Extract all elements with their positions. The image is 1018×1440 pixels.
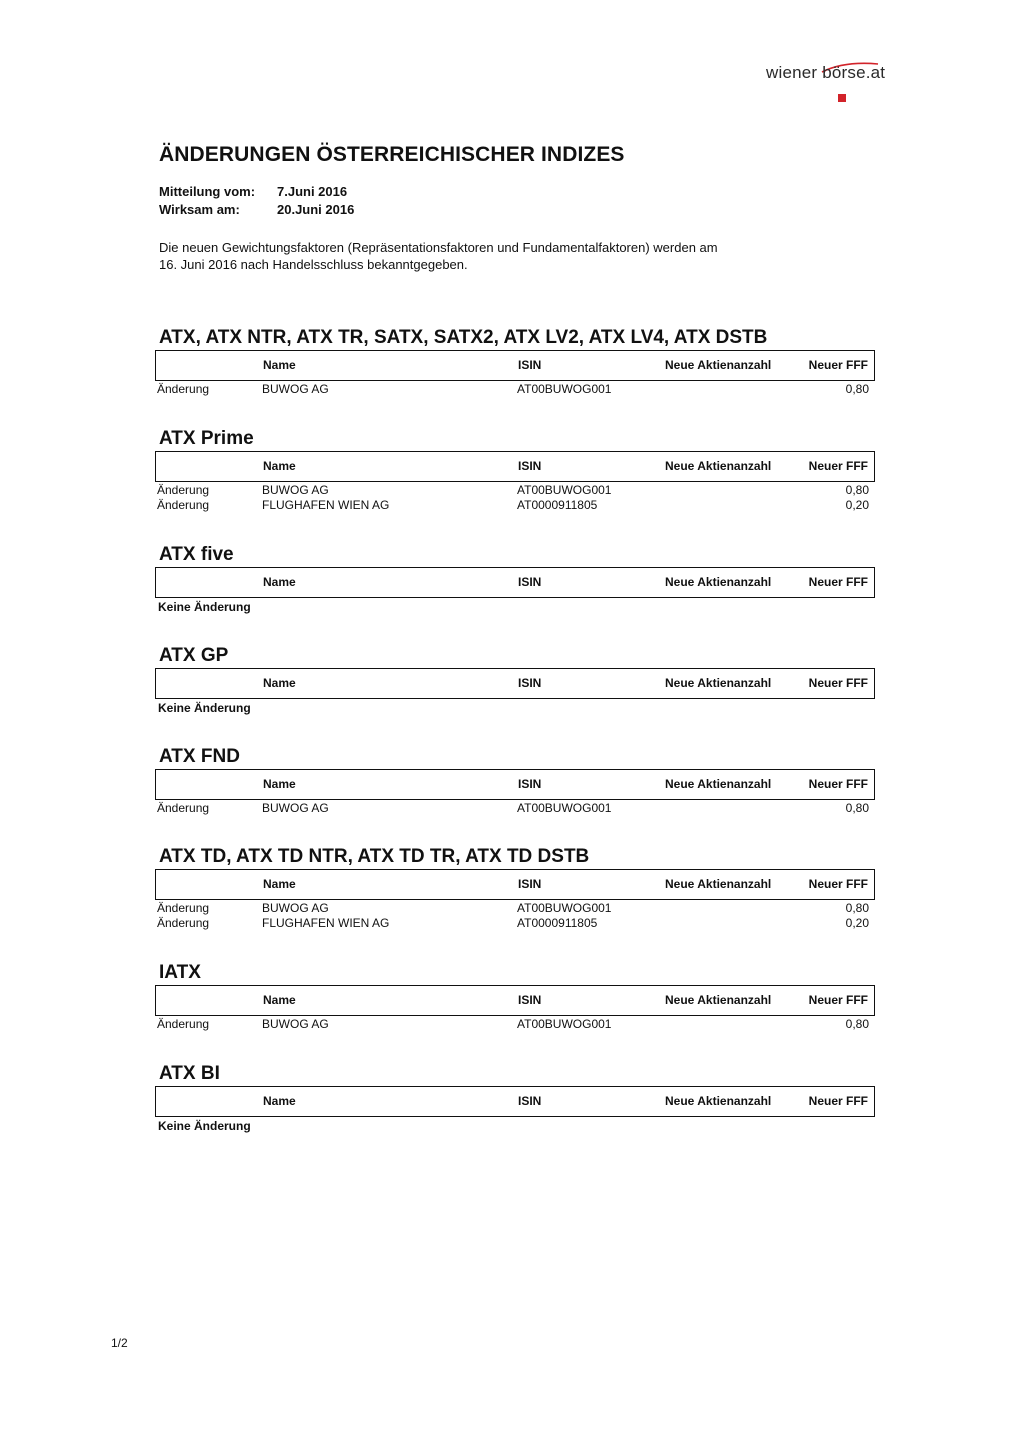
fff-value: 0,20	[845, 498, 869, 512]
column-header-shares: Neue Aktienanzahl	[665, 993, 772, 1007]
column-header-fff: Neuer FFF	[808, 575, 868, 589]
table-header	[155, 1086, 875, 1117]
isin-code: AT00BUWOG001	[517, 801, 612, 815]
column-header-fff: Neuer FFF	[808, 777, 868, 791]
table-header	[155, 668, 875, 699]
change-type: Änderung	[157, 498, 210, 512]
index-section	[155, 746, 875, 816]
column-header-shares: Neue Aktienanzahl	[665, 877, 772, 891]
isin-code: AT00BUWOG001	[517, 483, 612, 497]
table-row	[155, 382, 875, 397]
section-title: ATX TD, ATX TD NTR, ATX TD TR, ATX TD DSTB	[159, 846, 590, 867]
logo-text: wiener börse.at	[766, 63, 886, 82]
column-header-fff: Neuer FFF	[808, 1094, 868, 1108]
table-header	[155, 350, 875, 381]
document-title: ÄNDERUNGEN ÖSTERREICHISCHER INDIZES	[159, 143, 625, 166]
column-header-shares: Neue Aktienanzahl	[665, 459, 772, 473]
intro-line: Die neuen Gewichtungsfaktoren (Repräsentationsfaktoren und Fundamentalfaktoren) werden am	[159, 240, 718, 255]
column-header-name: Name	[263, 676, 296, 690]
table-row	[155, 498, 875, 513]
no-change-note: Keine Änderung	[158, 701, 251, 715]
company-name: FLUGHAFEN WIEN AG	[262, 916, 390, 930]
no-change-note: Keine Änderung	[158, 1119, 251, 1133]
section-title: ATX, ATX NTR, ATX TR, SATX, SATX2, ATX LV2, ATX LV4, ATX DSTB	[159, 327, 768, 348]
no-change-note: Keine Änderung	[158, 600, 251, 614]
company-name: BUWOG AG	[262, 382, 329, 396]
column-header-name: Name	[263, 1094, 296, 1108]
table-header	[155, 567, 875, 598]
company-name: BUWOG AG	[262, 1017, 329, 1031]
column-header-isin: ISIN	[518, 676, 542, 690]
index-section	[155, 327, 875, 397]
column-header-shares: Neue Aktienanzahl	[665, 676, 772, 690]
column-header-name: Name	[263, 358, 296, 372]
effective-label: Wirksam am:	[159, 202, 240, 217]
change-type: Änderung	[157, 801, 210, 815]
change-type: Änderung	[157, 916, 210, 930]
change-type: Änderung	[157, 1017, 210, 1031]
column-header-isin: ISIN	[518, 358, 542, 372]
intro-line: 16. Juni 2016 nach Handelsschluss bekanntgegeben.	[159, 257, 468, 272]
column-header-shares: Neue Aktienanzahl	[665, 575, 772, 589]
fff-value: 0,80	[845, 1017, 869, 1031]
page-number: 1/2	[111, 1336, 128, 1350]
isin-code: AT00BUWOG001	[517, 901, 612, 915]
fff-value: 0,80	[845, 801, 869, 815]
isin-code: AT0000911805	[517, 916, 598, 930]
announcement-date: 7.Juni 2016	[277, 184, 348, 199]
fff-value: 0,80	[845, 483, 869, 497]
intro-paragraph	[159, 239, 799, 273]
announcement-label: Mitteilung vom:	[159, 184, 256, 199]
column-header-shares: Neue Aktienanzahl	[665, 777, 772, 791]
column-header-fff: Neuer FFF	[808, 877, 868, 891]
column-header-shares: Neue Aktienanzahl	[665, 358, 772, 372]
company-name: BUWOG AG	[262, 801, 329, 815]
company-name: BUWOG AG	[262, 483, 329, 497]
column-header-shares: Neue Aktienanzahl	[665, 1094, 772, 1108]
section-title: ATX Prime	[159, 428, 254, 449]
column-header-isin: ISIN	[518, 993, 542, 1007]
index-section	[155, 1063, 875, 1133]
isin-code: AT00BUWOG001	[517, 382, 612, 396]
column-header-name: Name	[263, 459, 296, 473]
table-header	[155, 451, 875, 482]
column-header-isin: ISIN	[518, 877, 542, 891]
table-row	[155, 916, 875, 931]
index-section	[155, 428, 875, 513]
column-header-fff: Neuer FFF	[808, 358, 868, 372]
column-header-name: Name	[263, 777, 296, 791]
section-title: ATX five	[159, 544, 234, 565]
index-section	[155, 962, 875, 1032]
column-header-isin: ISIN	[518, 1094, 542, 1108]
column-header-fff: Neuer FFF	[808, 459, 868, 473]
change-type: Änderung	[157, 483, 210, 497]
column-header-name: Name	[263, 877, 296, 891]
index-section	[155, 645, 875, 715]
column-header-isin: ISIN	[518, 459, 542, 473]
column-header-fff: Neuer FFF	[808, 676, 868, 690]
change-type: Änderung	[157, 382, 210, 396]
section-title: ATX FND	[159, 746, 240, 767]
document-meta	[159, 184, 354, 220]
index-section	[155, 544, 875, 614]
wiener-boerse-logo	[766, 60, 926, 110]
column-header-fff: Neuer FFF	[808, 993, 868, 1007]
column-header-name: Name	[263, 575, 296, 589]
fff-value: 0,20	[845, 916, 869, 930]
table-row	[155, 801, 875, 816]
isin-code: AT0000911805	[517, 498, 598, 512]
table-row	[155, 483, 875, 498]
column-header-isin: ISIN	[518, 575, 542, 589]
index-section	[155, 846, 875, 931]
change-type: Änderung	[157, 901, 210, 915]
section-title: ATX BI	[159, 1063, 220, 1084]
effective-date: 20.Juni 2016	[277, 202, 355, 217]
logo-square-icon	[838, 94, 846, 102]
company-name: BUWOG AG	[262, 901, 329, 915]
isin-code: AT00BUWOG001	[517, 1017, 612, 1031]
table-row	[155, 1017, 875, 1032]
table-row	[155, 901, 875, 916]
table-header	[155, 769, 875, 800]
section-title: IATX	[159, 962, 201, 983]
company-name: FLUGHAFEN WIEN AG	[262, 498, 390, 512]
section-title: ATX GP	[159, 645, 229, 666]
table-header	[155, 869, 875, 900]
fff-value: 0,80	[845, 382, 869, 396]
column-header-name: Name	[263, 993, 296, 1007]
fff-value: 0,80	[845, 901, 869, 915]
table-header	[155, 985, 875, 1016]
column-header-isin: ISIN	[518, 777, 542, 791]
